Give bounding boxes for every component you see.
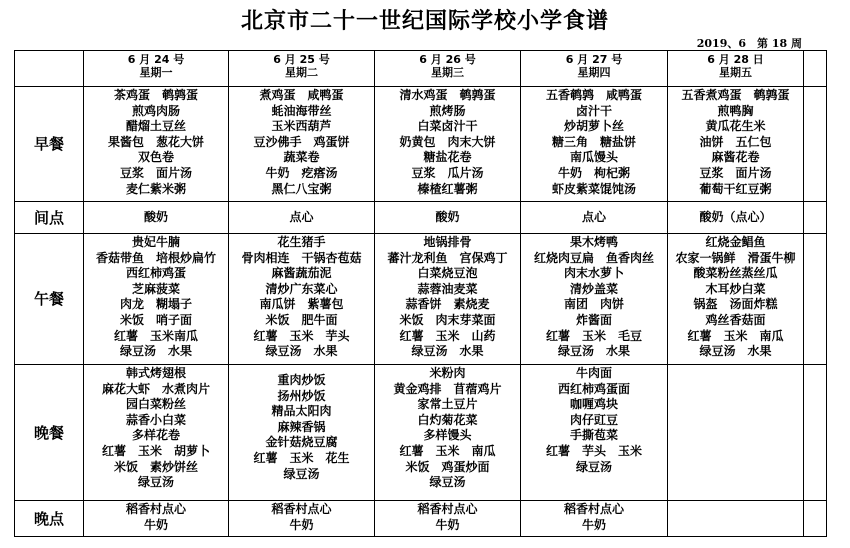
menu-item: 榛楂红薯粥 bbox=[417, 181, 478, 196]
menu-item: 蒜蓉油麦菜 bbox=[417, 281, 478, 296]
menu-item: 花生猪手 bbox=[277, 235, 326, 249]
menu-item: 绿豆汤 水果 bbox=[119, 344, 192, 359]
menu-item: 麻辣香锅 bbox=[277, 419, 326, 434]
menu-item: 扬州炒饭 bbox=[277, 388, 326, 403]
menu-item: 麻花大虾 水煮肉片 bbox=[101, 381, 210, 396]
menu-item: 肉仔豇豆 bbox=[569, 412, 618, 427]
menu-cell bbox=[521, 501, 668, 537]
menu-item: 牛奶 bbox=[435, 517, 460, 532]
menu-cell bbox=[84, 202, 229, 234]
menu-item: 咖喱鸡块 bbox=[569, 397, 618, 412]
menu-item: 红薯 玉米 山药 bbox=[399, 328, 496, 343]
menu-item: 红薯 玉米 毛豆 bbox=[545, 328, 642, 343]
blank-column bbox=[804, 234, 827, 365]
menu-item: 多样馒头 bbox=[423, 428, 472, 443]
menu-cell bbox=[668, 202, 804, 234]
menu-cell bbox=[521, 87, 668, 202]
menu-item: 虾皮紫菜馄饨汤 bbox=[551, 181, 636, 196]
blank-column bbox=[804, 87, 827, 202]
menu-item: 煎鸡肉肠 bbox=[131, 103, 180, 118]
menu-item: 煮鸡蛋 咸鸭蛋 bbox=[259, 88, 344, 102]
menu-item: 肉龙 糊塌子 bbox=[119, 297, 192, 312]
menu-table bbox=[14, 50, 827, 537]
menu-item: 清炒广东菜心 bbox=[265, 281, 338, 296]
menu-item: 豆沙佛手 鸡蛋饼 bbox=[253, 134, 350, 149]
menu-item: 绿豆汤 bbox=[429, 475, 466, 490]
menu-cell bbox=[668, 87, 804, 202]
menu-item: 蕃汁龙利鱼 宫保鸡丁 bbox=[387, 250, 508, 265]
menu-item: 稻香村点心 bbox=[125, 502, 186, 516]
menu-item: 红薯 玉米南瓜 bbox=[113, 328, 198, 343]
blank-column bbox=[804, 501, 827, 537]
menu-item: 炒胡萝卜丝 bbox=[563, 119, 624, 134]
meal-row bbox=[15, 365, 827, 501]
menu-item: 南瓜馒头 bbox=[569, 150, 618, 165]
menu-item: 黑仁八宝粥 bbox=[271, 181, 332, 196]
menu-cell bbox=[375, 202, 521, 234]
menu-item: 黄金鸡排 苜蓿鸡片 bbox=[393, 381, 502, 396]
meal-row bbox=[15, 234, 827, 365]
menu-item: 绿豆汤 水果 bbox=[557, 344, 630, 359]
menu-cell bbox=[668, 501, 804, 537]
menu-item: 南团 肉饼 bbox=[563, 297, 624, 312]
menu-item: 牛奶 bbox=[581, 517, 606, 532]
menu-item: 蒜香饼 素烧麦 bbox=[405, 297, 490, 312]
menu-item: 重肉炒饭 bbox=[277, 373, 326, 387]
menu-item: 蚝油海带丝 bbox=[271, 103, 332, 118]
menu-item: 绿豆汤 bbox=[283, 466, 320, 481]
day-weekday: 星期二 bbox=[285, 66, 318, 79]
menu-item: 煎烤肠 bbox=[429, 103, 466, 118]
menu-item: 清水鸡蛋 鹌鹑蛋 bbox=[399, 88, 496, 102]
day-weekday: 星期一 bbox=[139, 66, 173, 79]
menu-item: 牛奶 bbox=[143, 517, 168, 532]
menu-cell bbox=[668, 234, 804, 365]
day-weekday: 星期五 bbox=[719, 66, 752, 79]
menu-item: 豆浆 瓜片汤 bbox=[411, 165, 484, 180]
day-weekday: 星期四 bbox=[577, 66, 611, 79]
day-header bbox=[668, 51, 804, 87]
day-header bbox=[375, 51, 521, 87]
menu-item: 五香煮鸡蛋 鹌鹑蛋 bbox=[681, 88, 790, 102]
menu-item: 双色卷 bbox=[137, 150, 174, 165]
menu-cell bbox=[229, 501, 375, 537]
menu-item: 豆浆 面片汤 bbox=[119, 165, 192, 180]
day-header bbox=[521, 51, 668, 87]
menu-item: 酸奶 bbox=[435, 210, 460, 224]
page-title: 北京市二十一世纪国际学校小学食谱 bbox=[240, 9, 609, 34]
menu-item: 牛肉面 bbox=[575, 366, 612, 380]
menu-item: 黄瓜花生米 bbox=[705, 119, 766, 134]
menu-item: 木耳炒白菜 bbox=[705, 281, 766, 296]
menu-item: 红薯 玉米 芋头 bbox=[253, 328, 350, 343]
menu-item: 地锅排骨 bbox=[423, 235, 472, 249]
menu-item: 红薯 玉米 胡萝卜 bbox=[101, 443, 210, 458]
menu-item: 手撕苞菜 bbox=[569, 428, 618, 443]
menu-item: 稻香村点心 bbox=[417, 502, 478, 516]
meal-name: 早餐 bbox=[15, 87, 84, 202]
menu-item: 果酱包 葱花大饼 bbox=[107, 134, 204, 149]
day-header bbox=[84, 51, 229, 87]
menu-item: 麻酱蔬茄泥 bbox=[271, 266, 332, 281]
menu-item: 麻酱花卷 bbox=[711, 150, 760, 165]
menu-item: 点心 bbox=[289, 210, 314, 224]
week-label: 2019、6 第 18 周 bbox=[696, 37, 802, 50]
menu-item: 绿豆汤 bbox=[137, 475, 174, 490]
meal-name: 间点 bbox=[15, 202, 84, 234]
menu-item: 牛奶 bbox=[289, 517, 314, 532]
menu-item: 牛奶 疙瘩汤 bbox=[265, 165, 338, 180]
menu-cell bbox=[521, 202, 668, 234]
menu-item: 米饭 鸡蛋炒面 bbox=[405, 459, 490, 474]
meal-row bbox=[15, 87, 827, 202]
menu-cell bbox=[521, 365, 668, 501]
menu-item: 茶鸡蛋 鹌鹑蛋 bbox=[113, 88, 198, 102]
blank-column bbox=[804, 51, 827, 87]
menu-item: 酸菜粉丝蒸丝瓜 bbox=[693, 266, 778, 281]
menu-item: 农家一锅鲜 滑蛋牛柳 bbox=[675, 250, 796, 265]
menu-item: 醋熘土豆丝 bbox=[125, 119, 186, 134]
menu-item: 红薯 玉米 花生 bbox=[253, 450, 350, 465]
menu-item: 果木烤鸭 bbox=[569, 235, 618, 249]
menu-cell bbox=[229, 365, 375, 501]
menu-item: 鸡丝香菇面 bbox=[705, 312, 766, 327]
menu-item: 红薯 玉米 南瓜 bbox=[399, 443, 496, 458]
meal-name: 午餐 bbox=[15, 234, 84, 365]
day-date: 6 月 28 日 bbox=[707, 53, 764, 66]
menu-cell bbox=[84, 365, 229, 501]
menu-item: 韩式烤翅根 bbox=[125, 366, 186, 380]
menu-item: 稻香村点心 bbox=[563, 502, 624, 516]
menu-item: 米饭 肥牛面 bbox=[265, 312, 338, 327]
menu-item: 酸奶（点心） bbox=[699, 210, 772, 224]
menu-item: 红烧金鲳鱼 bbox=[705, 235, 766, 249]
meal-name: 晚点 bbox=[15, 501, 84, 537]
menu-item: 麦仁紫米粥 bbox=[125, 181, 186, 196]
menu-cell bbox=[521, 234, 668, 365]
menu-cell bbox=[668, 365, 804, 501]
menu-item: 贵妃牛腩 bbox=[131, 235, 180, 249]
meal-row bbox=[15, 501, 827, 537]
menu-item: 米饭 哨子面 bbox=[119, 312, 192, 327]
menu-item: 点心 bbox=[581, 210, 606, 224]
menu-cell bbox=[375, 501, 521, 537]
menu-item: 红烧肉豆扁 鱼香肉丝 bbox=[533, 250, 654, 265]
menu-item: 园白菜粉丝 bbox=[125, 397, 186, 412]
menu-item: 绿豆汤 水果 bbox=[699, 344, 772, 359]
menu-item: 白灼菊花菜 bbox=[417, 412, 478, 427]
menu-item: 蔬菜卷 bbox=[283, 150, 320, 165]
menu-item: 稻香村点心 bbox=[271, 502, 332, 516]
menu-cell bbox=[229, 202, 375, 234]
menu-item: 煎鸭胸 bbox=[717, 103, 754, 118]
menu-item: 油饼 五仁包 bbox=[699, 134, 772, 149]
blank-column bbox=[804, 202, 827, 234]
menu-item: 白菜烧豆泡 bbox=[417, 266, 478, 281]
menu-item: 五香鹌鹑 咸鸭蛋 bbox=[545, 88, 642, 102]
menu-item: 红薯 芋头 玉米 bbox=[545, 443, 642, 458]
menu-item: 肉末水萝卜 bbox=[563, 266, 624, 281]
menu-item: 奶黄包 肉末大饼 bbox=[399, 134, 496, 149]
menu-item: 西红柿鸡蛋面 bbox=[557, 381, 630, 396]
menu-item: 绿豆汤 水果 bbox=[411, 344, 484, 359]
day-header bbox=[229, 51, 375, 87]
menu-item: 糖盐花卷 bbox=[423, 150, 472, 165]
menu-cell bbox=[375, 87, 521, 202]
menu-item: 米粉肉 bbox=[429, 366, 466, 380]
day-date: 6 月 26 号 bbox=[419, 53, 476, 66]
day-date: 6 月 27 号 bbox=[565, 53, 623, 66]
menu-cell bbox=[229, 87, 375, 202]
menu-item: 米饭 肉末芽菜面 bbox=[399, 312, 496, 327]
meal-name: 晚餐 bbox=[15, 365, 84, 501]
menu-item: 酸奶 bbox=[143, 210, 168, 224]
menu-item: 家常土豆片 bbox=[417, 397, 478, 412]
menu-cell bbox=[84, 234, 229, 365]
menu-item: 绿豆汤 水果 bbox=[265, 344, 338, 359]
header-row bbox=[15, 51, 827, 87]
menu-item: 多样花卷 bbox=[131, 428, 180, 443]
day-date: 6 月 25 号 bbox=[273, 53, 330, 66]
menu-item: 红薯 玉米 南瓜 bbox=[687, 328, 784, 343]
menu-item: 金针菇烧豆腐 bbox=[265, 435, 338, 450]
menu-item: 牛奶 枸杞粥 bbox=[557, 165, 630, 180]
menu-item: 白菜卤汁干 bbox=[417, 119, 478, 134]
menu-cell bbox=[229, 234, 375, 365]
menu-cell bbox=[375, 365, 521, 501]
menu-cell bbox=[84, 87, 229, 202]
menu-cell bbox=[375, 234, 521, 365]
menu-item: 卤汁干 bbox=[575, 103, 612, 118]
corner-cell bbox=[15, 51, 84, 87]
menu-item: 豆浆 面片汤 bbox=[699, 165, 772, 180]
menu-item: 葡萄干红豆粥 bbox=[699, 181, 772, 196]
menu-item: 清炒盖菜 bbox=[569, 281, 618, 296]
menu-item: 玉米西葫芦 bbox=[271, 119, 332, 134]
menu-item: 西红柿鸡蛋 bbox=[125, 266, 186, 281]
day-date: 6 月 24 号 bbox=[127, 53, 185, 66]
menu-item: 芝麻菠菜 bbox=[131, 281, 180, 296]
menu-item: 香菇带鱼 培根炒扁竹 bbox=[95, 250, 216, 265]
menu-item: 骨肉相连 干锅杏苞菇 bbox=[241, 250, 362, 265]
meal-row bbox=[15, 202, 827, 234]
menu-item: 炸酱面 bbox=[575, 312, 612, 327]
menu-item: 蒜香小白菜 bbox=[125, 412, 186, 427]
menu-cell bbox=[84, 501, 229, 537]
menu-item: 糖三角 糖盐饼 bbox=[551, 134, 636, 149]
day-weekday: 星期三 bbox=[431, 66, 464, 79]
menu-item: 锅盔 汤面炸糕 bbox=[693, 297, 778, 312]
menu-item: 绿豆汤 bbox=[575, 459, 612, 474]
menu-item: 精品太阳肉 bbox=[271, 404, 332, 419]
blank-column bbox=[804, 365, 827, 501]
menu-item: 米饭 素炒饼丝 bbox=[113, 459, 198, 474]
menu-item: 南瓜饼 紫薯包 bbox=[259, 297, 344, 312]
